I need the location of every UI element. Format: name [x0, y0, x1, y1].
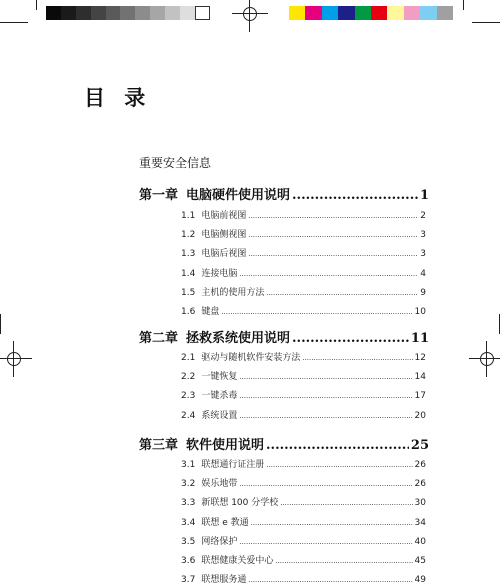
leader-dots	[302, 354, 412, 362]
color-bar	[289, 6, 453, 20]
gray-swatch	[91, 6, 106, 20]
section-title: 系统设置	[201, 410, 238, 421]
section-page-number: 45	[414, 556, 426, 566]
registration-mark-icon	[477, 349, 497, 369]
section-page-number: 20	[414, 410, 426, 421]
toc-section-entry[interactable]	[181, 304, 426, 317]
section-number: 3.1	[181, 460, 196, 470]
chapter-label: 第二章	[139, 331, 179, 346]
section-page-number: 10	[414, 307, 426, 317]
gray-swatch	[106, 6, 121, 20]
section-number: 3.3	[181, 498, 196, 509]
toc-chapter-entry[interactable]	[139, 184, 429, 203]
toc-section-entry[interactable]	[181, 553, 426, 566]
trim-line	[36, 0, 37, 10]
section-page-number: 30	[414, 498, 426, 509]
section-number: 2.4	[181, 410, 196, 421]
toc-section-entry[interactable]	[181, 266, 426, 279]
color-swatch	[322, 6, 338, 20]
leader-dots	[239, 538, 412, 546]
toc-section-entry[interactable]	[181, 495, 426, 508]
gray-swatch	[195, 6, 210, 20]
toc-section-entry[interactable]	[181, 457, 426, 470]
toc-section-entry[interactable]	[181, 572, 426, 585]
section-page-number: 2	[420, 211, 426, 221]
leader-dots	[239, 373, 412, 381]
section-number: 1.6	[181, 307, 196, 317]
section-number: 1.4	[181, 268, 196, 279]
toc-section-entry[interactable]	[181, 476, 426, 489]
section-number: 2.2	[181, 372, 196, 383]
chapter-page-number: 11	[410, 331, 429, 346]
leader-dots	[239, 270, 418, 278]
color-swatch	[355, 6, 371, 20]
section-number: 2.3	[181, 391, 196, 402]
section-title: 联想健康关爱中心	[201, 556, 274, 566]
section-title: 联想服务通	[201, 575, 247, 585]
gray-swatch	[76, 6, 91, 20]
chapter-title: 电脑硬件使用说明	[186, 188, 291, 203]
leader-dots	[266, 461, 412, 469]
section-title: 一键杀毒	[201, 391, 238, 402]
leader-dots	[251, 519, 413, 527]
section-page-number: 3	[420, 249, 426, 260]
color-swatch	[387, 6, 403, 20]
section-page-number: 9	[420, 287, 426, 298]
chapter-label: 第一章	[139, 188, 179, 203]
toc-section-entry[interactable]	[181, 227, 426, 240]
section-page-number: 17	[414, 391, 426, 402]
section-title: 驱动与随机软件安装方法	[201, 353, 301, 363]
section-number: 2.1	[181, 353, 196, 363]
section-page-number: 26	[414, 460, 426, 470]
section-title: 联想通行证注册	[201, 460, 265, 470]
section-title: 连接电脑	[201, 268, 238, 279]
leader-dots	[280, 499, 412, 507]
leader-dots	[221, 308, 412, 316]
section-title: 联想 e 教通	[201, 517, 249, 528]
section-number: 1.3	[181, 249, 196, 260]
chapter-title: 软件使用说明	[186, 438, 265, 453]
color-swatch	[305, 6, 321, 20]
toc-chapter-entry[interactable]	[139, 327, 429, 346]
chapter-page-number: 25	[410, 438, 429, 453]
leader-dots	[292, 188, 418, 203]
leader-dots	[248, 231, 418, 239]
trim-line	[472, 22, 500, 23]
section-number: 1.2	[181, 230, 196, 241]
toc-section-entry[interactable]	[181, 285, 426, 298]
section-number: 1.1	[181, 211, 196, 221]
section-title: 新联想 100 分学校	[201, 498, 279, 509]
section-number: 1.5	[181, 287, 196, 298]
color-swatch	[420, 6, 436, 20]
registration-mark-icon	[240, 4, 260, 24]
color-swatch	[437, 6, 453, 20]
toc-section-entry[interactable]	[181, 369, 426, 382]
toc-section-entry[interactable]	[181, 246, 426, 259]
registration-mark-icon	[4, 349, 24, 369]
section-page-number: 4	[420, 268, 426, 279]
grayscale-bar	[46, 6, 210, 20]
section-number: 3.6	[181, 556, 196, 566]
color-swatch	[289, 6, 305, 20]
section-title: 网络保护	[201, 536, 238, 547]
trim-line	[0, 22, 28, 23]
toc-section-entry[interactable]	[181, 408, 426, 421]
section-title: 一键恢复	[201, 372, 238, 383]
leader-dots	[239, 412, 412, 420]
gray-swatch	[61, 6, 76, 20]
important-info-entry[interactable]: 重要安全信息	[139, 156, 212, 170]
toc-section-entry[interactable]	[181, 208, 426, 221]
section-page-number: 34	[414, 517, 426, 528]
toc-section-entry[interactable]	[181, 515, 426, 528]
section-number: 3.7	[181, 575, 196, 585]
leader-dots	[248, 250, 418, 258]
toc-section-entry[interactable]	[181, 534, 426, 547]
section-title: 电脑侧视图	[201, 230, 247, 241]
section-page-number: 40	[414, 536, 426, 547]
chapter-label: 第三章	[139, 438, 179, 453]
section-title: 娱乐地带	[201, 479, 238, 490]
leader-dots	[266, 438, 409, 453]
section-title: 键盘	[201, 307, 220, 317]
gray-swatch	[150, 6, 165, 20]
color-swatch	[338, 6, 354, 20]
page-title: 目 录	[84, 86, 152, 110]
section-page-number: 3	[420, 230, 426, 241]
toc-section-entry[interactable]	[181, 350, 426, 363]
section-number: 3.4	[181, 517, 196, 528]
color-swatch	[371, 6, 387, 20]
gray-swatch	[180, 6, 195, 20]
section-page-number: 14	[414, 372, 426, 383]
section-number: 3.2	[181, 479, 196, 490]
leader-dots	[239, 480, 412, 488]
gray-swatch	[135, 6, 150, 20]
section-title: 电脑后视图	[201, 249, 247, 260]
leader-dots	[275, 557, 412, 565]
section-number: 3.5	[181, 536, 196, 547]
leader-dots	[266, 289, 418, 297]
chapter-page-number: 1	[419, 188, 429, 203]
section-page-number: 26	[414, 479, 426, 490]
color-swatch	[404, 6, 420, 20]
leader-dots	[239, 392, 412, 400]
leader-dots	[292, 331, 409, 346]
gray-swatch	[165, 6, 180, 20]
toc-section-entry[interactable]	[181, 388, 426, 401]
section-title: 主机的使用方法	[201, 287, 265, 298]
leader-dots	[248, 576, 412, 584]
section-title: 电脑前视图	[201, 211, 247, 221]
toc-chapter-entry[interactable]	[139, 434, 429, 453]
leader-dots	[248, 212, 418, 220]
section-page-number: 49	[414, 575, 426, 585]
section-page-number: 12	[414, 353, 426, 363]
gray-swatch	[46, 6, 61, 20]
chapter-title: 拯救系统使用说明	[186, 331, 291, 346]
gray-swatch	[120, 6, 135, 20]
trim-line	[463, 0, 464, 10]
trim-line	[0, 314, 1, 334]
